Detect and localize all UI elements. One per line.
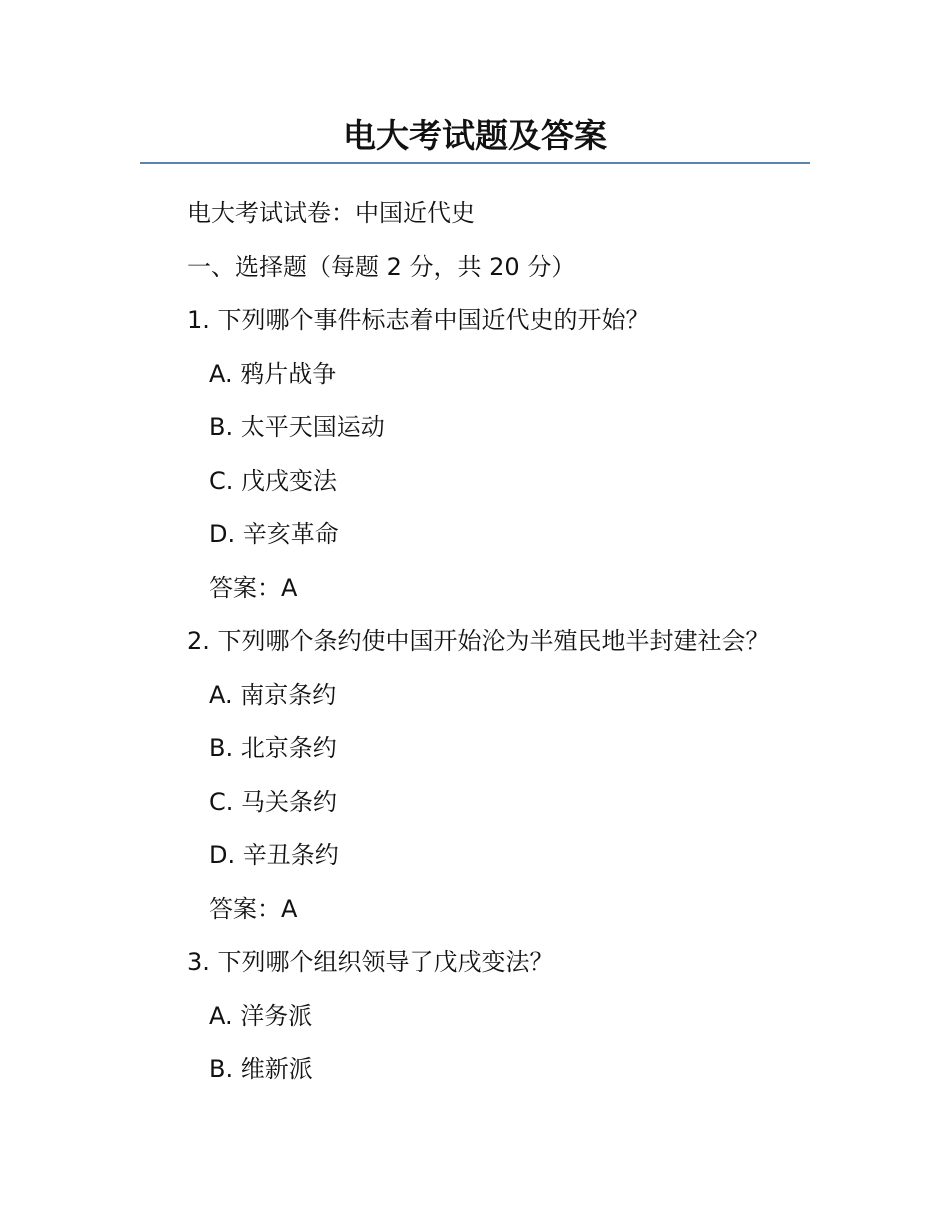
question-1-option-d: D. 辛亥革命 bbox=[209, 520, 339, 548]
section-heading: 一、选择题（每题 2 分，共 20 分） bbox=[187, 252, 576, 281]
question-2-answer: 答案：A bbox=[209, 894, 298, 923]
question-3-option-b: B. 维新派 bbox=[209, 1055, 313, 1083]
title-underline bbox=[140, 162, 810, 164]
question-1-option-b: B. 太平天国运动 bbox=[209, 413, 385, 441]
question-1-stem: 1. 下列哪个事件标志着中国近代史的开始？ bbox=[187, 306, 650, 334]
question-2-option-a: A. 南京条约 bbox=[209, 680, 337, 709]
question-2-option-c: C. 马关条约 bbox=[209, 787, 338, 816]
exam-subtitle: 电大考试试卷：中国近代史 bbox=[187, 199, 475, 227]
question-1-answer: 答案：A bbox=[209, 573, 298, 602]
question-1-option-c: C. 戊戌变法 bbox=[209, 466, 338, 495]
question-3-stem: 3. 下列哪个组织领导了戊戌变法？ bbox=[187, 948, 554, 976]
question-1-option-a: A. 鸦片战争 bbox=[209, 359, 337, 388]
question-2-option-b: B. 北京条约 bbox=[209, 734, 337, 762]
document-title: 电大考试题及答案 bbox=[343, 116, 607, 155]
question-3-option-a: A. 洋务派 bbox=[209, 1001, 313, 1030]
document-body bbox=[187, 196, 827, 1106]
question-2-option-d: D. 辛丑条约 bbox=[209, 841, 339, 869]
question-2-stem: 2. 下列哪个条约使中国开始沦为半殖民地半封建社会？ bbox=[187, 627, 770, 655]
